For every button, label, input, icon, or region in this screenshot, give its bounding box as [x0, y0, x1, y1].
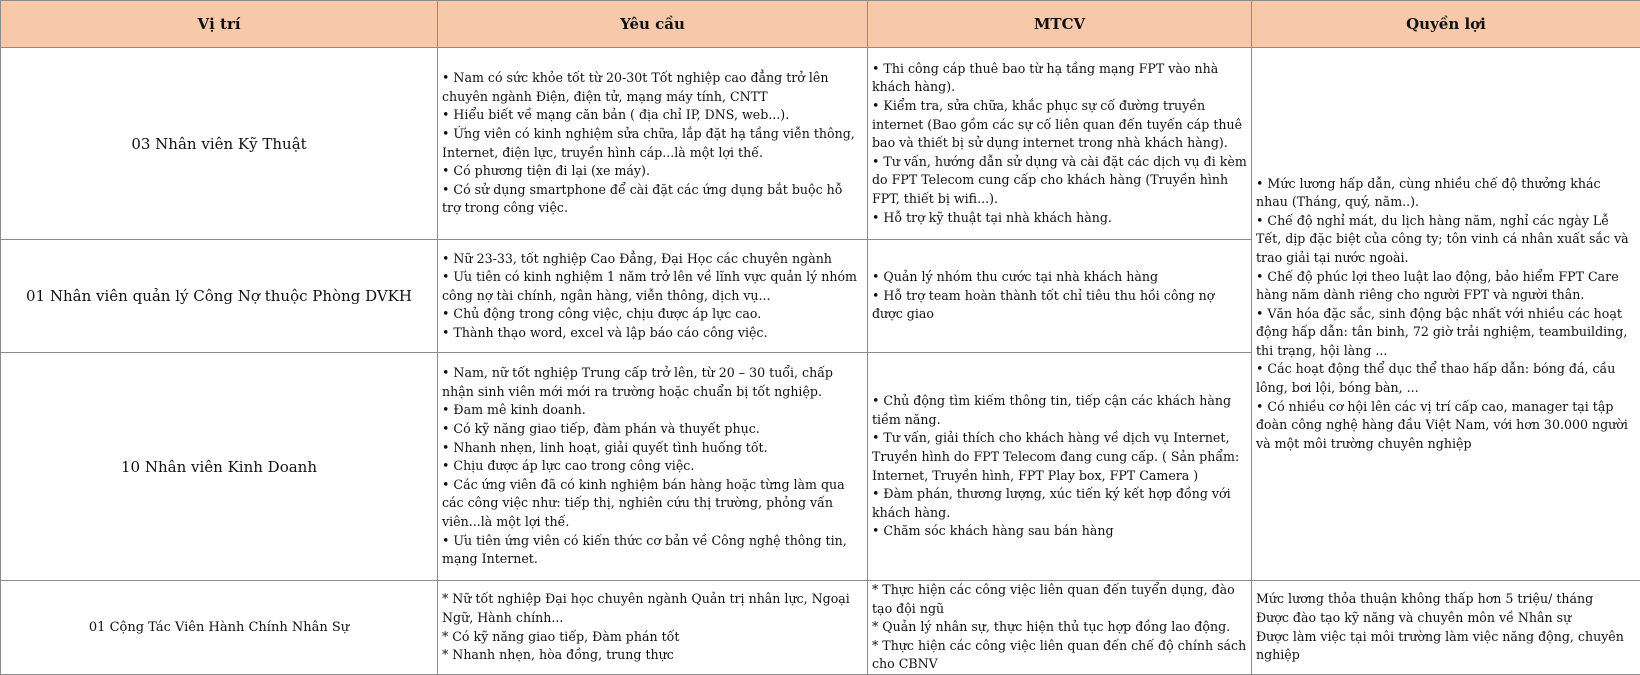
- list-item: Được làm việc tại môi trường làm việc năng động, chuyên nghiệp: [1256, 628, 1636, 665]
- list-item: • Đam mê kinh doanh.: [442, 401, 863, 420]
- header-row: [1, 1, 1640, 48]
- list-item: * Nữ tốt nghiệp Đại học chuyên ngành Quản trị nhân lực, Ngoại Ngữ, Hành chính...: [442, 590, 863, 627]
- list-item: * Có kỹ năng giao tiếp, Đàm phán tốt: [442, 628, 863, 647]
- requirements-cell[interactable]: [438, 240, 868, 353]
- header-mtcv[interactable]: MTCV: [868, 1, 1252, 48]
- list-item: • Hỗ trợ team hoàn thành tốt chỉ tiêu thu hồi công nợ được giao: [872, 287, 1247, 324]
- shared-benefits-cell[interactable]: [1252, 48, 1640, 581]
- position-cell[interactable]: 01 Cộng Tác Viên Hành Chính Nhân Sự: [1, 581, 438, 675]
- list-item: • Hỗ trợ kỹ thuật tại nhà khách hàng.: [872, 209, 1247, 228]
- list-item: • Tư vấn, hướng dẫn sử dụng và cài đặt các dịch vụ đi kèm do FPT Telecom cung cấp cho khách hàng (Truyền hình FPT, thiết bị wifi...).: [872, 153, 1247, 209]
- list-item: • Nhanh nhẹn, linh hoạt, giải quyết tình huống tốt.: [442, 439, 863, 458]
- list-item: • Chủ động trong công việc, chịu được áp lực cao.: [442, 305, 863, 324]
- list-item: • Quản lý nhóm thu cước tại nhà khách hàng: [872, 268, 1247, 287]
- position-cell[interactable]: 01 Nhân viên quản lý Công Nợ thuộc Phòng DVKH: [1, 240, 438, 353]
- position-cell[interactable]: 10 Nhân viên Kinh Doanh: [1, 353, 438, 581]
- list-item: • Thi công cáp thuê bao từ hạ tầng mạng FPT vào nhà khách hàng).: [872, 60, 1247, 97]
- header-vi-tri[interactable]: Vị trí: [1, 1, 438, 48]
- list-item: • Chăm sóc khách hàng sau bán hàng: [872, 522, 1247, 541]
- list-item: * Thực hiện các công việc liên quan đến tuyển dụng, đào tạo đội ngũ: [872, 581, 1247, 618]
- list-item: • Mức lương hấp dẫn, cùng nhiều chế độ thưởng khác nhau (Tháng, quý, năm..).: [1256, 175, 1636, 212]
- list-item: • Đàm phán, thương lượng, xúc tiến ký kết hợp đồng với khách hàng.: [872, 485, 1247, 522]
- table-row: [1, 48, 1640, 240]
- list-item: * Nhanh nhẹn, hòa đồng, trung thực: [442, 646, 863, 665]
- benefits-cell[interactable]: [1252, 581, 1640, 675]
- list-item: • Chế độ phúc lợi theo luật lao động, bảo hiểm FPT Care hàng năm dành riêng cho người FPT và người thân.: [1256, 268, 1636, 305]
- mtcv-cell[interactable]: [868, 240, 1252, 353]
- requirements-cell[interactable]: [438, 48, 868, 240]
- list-item: • Tư vấn, giải thích cho khách hàng về dịch vụ Internet, Truyền hình do FPT Telecom đang cung cấp. ( Sản phẩm: Internet, Truyền hình, FPT Play box, FPT Camera ): [872, 429, 1247, 485]
- list-item: • Các ứng viên đã có kinh nghiệm bán hàng hoặc từng làm qua các công việc như: tiếp thị, nghiên cứu thị trường, phỏng vấn viên...là một lợi thế.: [442, 476, 863, 532]
- list-item: * Quản lý nhân sự, thực hiện thủ tục hợp đồng lao động.: [872, 618, 1247, 637]
- list-item: • Ưu tiên ứng viên có kiến thức cơ bản về Công nghệ thông tin, mạng Internet.: [442, 532, 863, 569]
- list-item: • Ưu tiên có kinh nghiệm 1 năm trở lên về lĩnh vực quản lý nhóm công nợ tài chính, ngân hàng, viễn thông, dịch vụ...: [442, 268, 863, 305]
- table-row: [1, 581, 1640, 675]
- list-item: • Chế độ nghỉ mát, du lịch hàng năm, nghỉ các ngày Lễ Tết, dịp đặc biệt của công ty; tôn vinh cá nhân xuất sắc và trao giải tại nước ngoài.: [1256, 212, 1636, 268]
- list-item: • Nam có sức khỏe tốt từ 20-30t Tốt nghiệp cao đẳng trở lên chuyên ngành Điện, điện tử, mạng máy tính, CNTT: [442, 69, 863, 106]
- list-item: • Nam, nữ tốt nghiệp Trung cấp trở lên, từ 20 – 30 tuổi, chấp nhận sinh viên mới mới ra trường hoặc chuẩn bị tốt nghiệp.: [442, 364, 863, 401]
- list-item: Được đào tạo kỹ năng và chuyên môn về Nhân sự: [1256, 609, 1636, 628]
- list-item: • Có sử dụng smartphone để cài đặt các ứng dụng bắt buộc hỗ trợ trong công việc.: [442, 181, 863, 218]
- list-item: • Chủ động tìm kiếm thông tin, tiếp cận các khách hàng tiềm năng.: [872, 392, 1247, 429]
- header-yeu-cau[interactable]: Yêu cầu: [438, 1, 868, 48]
- list-item: • Kiểm tra, sửa chữa, khắc phục sự cố đường truyền internet (Bao gồm các sự cố liên quan đến tuyến cáp thuê bao và thiết bị sử dụng internet trong nhà khách hàng).: [872, 97, 1247, 153]
- position-cell[interactable]: 03 Nhân viên Kỹ Thuật: [1, 48, 438, 240]
- list-item: • Ứng viên có kinh nghiệm sửa chữa, lắp đặt hạ tầng viễn thông, Internet, điện lực, truyền hình cáp...là một lợi thế.: [442, 125, 863, 162]
- list-item: Mức lương thỏa thuận không thấp hơn 5 triệu/ tháng: [1256, 590, 1636, 609]
- requirements-cell[interactable]: [438, 353, 868, 581]
- list-item: • Các hoạt động thể dục thể thao hấp dẫn: bóng đá, cầu lông, bơi lội, bóng bàn, ...: [1256, 360, 1636, 397]
- requirements-cell[interactable]: [438, 581, 868, 675]
- mtcv-cell[interactable]: [868, 581, 1252, 675]
- list-item: • Có kỹ năng giao tiếp, đàm phán và thuyết phục.: [442, 420, 863, 439]
- header-quyen-loi[interactable]: Quyền lợi: [1252, 1, 1640, 48]
- list-item: • Nữ 23-33, tốt nghiệp Cao Đẳng, Đại Học các chuyên ngành: [442, 250, 863, 269]
- list-item: • Chịu được áp lực cao trong công việc.: [442, 457, 863, 476]
- mtcv-cell[interactable]: [868, 353, 1252, 581]
- list-item: • Có phương tiện đi lại (xe máy).: [442, 162, 863, 181]
- list-item: • Thành thạo word, excel và lập báo cáo công việc.: [442, 324, 863, 343]
- list-item: • Văn hóa đặc sắc, sinh động bậc nhất với nhiều các hoạt động hấp dẫn: tân binh, 72 giờ trải nghiệm, teambuilding, thi trạng, hội làng ...: [1256, 305, 1636, 361]
- mtcv-cell[interactable]: [868, 48, 1252, 240]
- list-item: * Thực hiện các công việc liên quan đến chế độ chính sách cho CBNV: [872, 637, 1247, 674]
- list-item: • Có nhiều cơ hội lên các vị trí cấp cao, manager tại tập đoàn công nghệ hàng đầu Việt Nam, với hơn 30.000 người và một môi trường chuyên nghiệp: [1256, 398, 1636, 454]
- list-item: • Hiểu biết về mạng căn bản ( địa chỉ IP, DNS, web...).: [442, 106, 863, 125]
